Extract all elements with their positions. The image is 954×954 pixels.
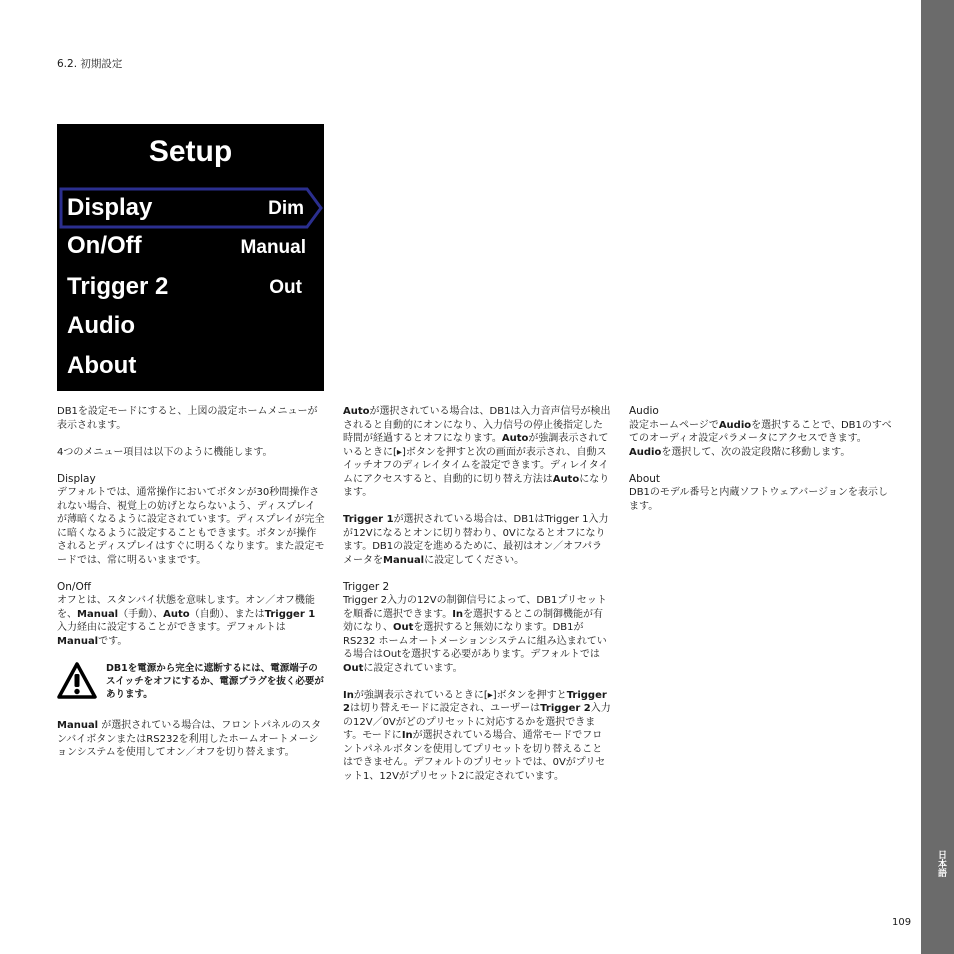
- auto-paragraph: Autoが選択されている場合は、DB1は入力音声信号が検出されると自動的にオンになり、入力信号の停止後指定した時間が経過するとオフになります。Autoが強調表示されているときに[▸]ボタンを押すと次の画面が表示され、自動スイッチオフのディレイタイムを設定できます。ディレイタイムにアクセスすると、自動的に切り替え方法はAutoになります。: [343, 406, 611, 498]
- menu-intro-paragraph: 4つのメニュー項目は以下のように機能します。: [57, 446, 273, 458]
- right-arrow-icon: ▸: [396, 446, 402, 458]
- menu-item-about: About: [67, 352, 137, 379]
- text-column-2: [343, 405, 611, 797]
- display-paragraph: デフォルトでは、通常操作においてボタンが30秒間操作されない場合、視覚上の妨げとならないよう、ディスプレイが薄暗くなるように設定されています。ディスプレイが完全に暗くなるように設定することもできます。ボタンが操作されるとディスプレイはすぐに明るくなります。また設定モードでは、常に明るいままです。: [57, 487, 325, 566]
- language-side-tab: [921, 0, 954, 954]
- setup-screen-title: Setup: [148, 135, 233, 168]
- warning-text: DB1を電源から完全に遮断するには、電源端子のスイッチをオフにするか、電源プラグを抜く必要があります。: [106, 662, 324, 700]
- audio-paragraph: 設定ホームページでAudioを選択することで、DB1のすべてのオーディオ設定パラメータにアクセスできます。Audioを選択して、次の設定段階に移動します。: [629, 419, 892, 458]
- onoff-paragraph: オフとは、スタンバイ状態を意味します。オン／オフ機能を、Manual（手動）、Auto（自動）、またはTrigger 1入力経由に設定することができます。デフォルトはManualです。: [57, 595, 316, 647]
- setup-screen-illustration: [57, 124, 324, 391]
- section-title: 6.2. 初期設定: [57, 58, 123, 70]
- trigger1-paragraph: Trigger 1が選択されている場合は、DB1はTrigger 1入力が12Vになるとオンに切り替わり、0Vになるとオフになります。DB1の設定を進めるために、最初はオン／オフパラメータをManualに設定してください。: [343, 514, 609, 566]
- right-arrow-icon: ▸: [487, 689, 493, 701]
- menu-item-onoff: On/Off: [67, 232, 142, 259]
- about-paragraph: DB1のモデル番号と内蔵ソフトウェアバージョンを表示します。: [629, 487, 888, 512]
- menu-value-onoff: Manual: [240, 237, 306, 258]
- language-label: 日本語: [936, 850, 946, 877]
- audio-heading: Audio: [629, 405, 659, 417]
- trigger2-paragraph: Trigger 2入力の12Vの制御信号によって、DB1プリセットを順番に選択できます。Inを選択するとこの制御機能が有効になり、Outを選択すると無効になります。DB1がRS232 ホームオートメーションシステムに組み込まれている場合はOutを選択する必要があります。デフォルトではOutに設定されています。: [343, 595, 607, 674]
- menu-value-trigger2: Out: [269, 277, 302, 298]
- about-heading: About: [629, 472, 661, 485]
- menu-value-display: Dim: [268, 198, 304, 219]
- intro-paragraph: DB1を設定モードにすると、上図の設定ホームメニューが表示されます。: [57, 406, 318, 431]
- text-column-3: [629, 405, 894, 527]
- warning-triangle-icon: [57, 662, 97, 700]
- menu-item-trigger2: Trigger 2: [67, 273, 169, 300]
- warning-note: [57, 662, 325, 706]
- trigger2-heading: Trigger 2: [343, 580, 390, 593]
- onoff-heading: On/Off: [57, 580, 91, 593]
- manual-paragraph: Manual が選択されている場合は、フロントパネルのスタンバイボタンまたはRS232を利用したホームオートメーションシステムを使用してオン／オフを切り替えます。: [57, 720, 322, 758]
- text-column-1: [57, 405, 325, 773]
- menu-item-display: Display: [67, 194, 153, 221]
- in-paragraph: Inが強調表示されているときに[▸]ボタンを押すとTrigger 2は切り替えモードに設定され、ユーザーはTrigger 2入力の12V／0Vがどのプリセットに対応するかを選択できます。モードにInが選択されている場合、通常モードでフロントパネルボタンを使用してプリセットを切り替えることはできません。デフォルトのプリセットでは、0Vがプリセット1、12Vがプリセット2に設定されています。: [343, 689, 611, 782]
- menu-item-audio: Audio: [67, 312, 135, 339]
- page-number: 109: [892, 917, 912, 928]
- display-heading: Display: [57, 472, 96, 485]
